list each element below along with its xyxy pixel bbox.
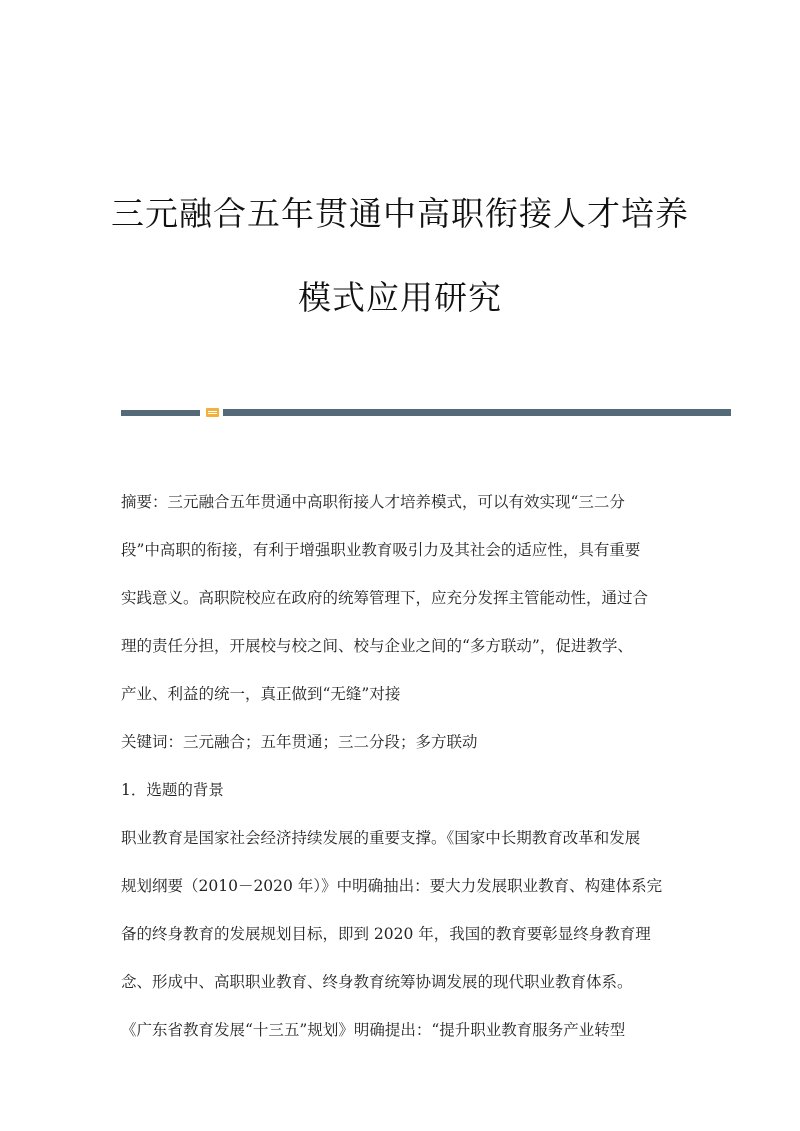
title-divider — [121, 408, 731, 418]
paper-title-line-1: 三元融合五年贯通中高职衔接人才培养 — [111, 194, 689, 233]
abstract-line-4: 理的责任分担，开展校与校之间、校与企业之间的“多方联动”，促进教学、 — [121, 637, 633, 655]
body-line-2: 规划纲要（2010－2020 年）》中明确抽出：要大力发展职业教育、构建体系完 — [121, 877, 663, 895]
section-heading: 1．选题的背景 — [121, 781, 224, 799]
abstract-line-3: 实践意义。高职院校应在政府的统筹管理下，应充分发挥主管能动性，通过合 — [121, 589, 649, 607]
paper-title-line-2: 模式应用研究 — [298, 278, 502, 317]
abstract-line-5: 产业、利益的统一，真正做到“无缝”对接 — [121, 685, 401, 703]
body-line-5: 《广东省教育发展“十三五”规划》明确提出：“提升职业教育服务产业转型 — [121, 1021, 626, 1039]
body-line-3: 备的终身教育的发展规划目标，即到 2020 年，我国的教育要彰显终身教育理 — [121, 925, 651, 943]
body-line-4: 念、形成中、高职职业教育、终身教育统筹协调发展的现代职业教育体系。 — [121, 973, 633, 991]
body-line-1: 职业教育是国家社会经济持续发展的重要支撑。《国家中长期教育改革和发展 — [121, 829, 641, 847]
divider-bar-right — [223, 409, 731, 416]
keywords-line: 关键词：三元融合；五年贯通；三二分段；多方联动 — [121, 733, 478, 751]
abstract-line-2: 段”中高职的衔接，有利于增强职业教育吸引力及其社会的适应性，具有重要 — [121, 541, 641, 559]
divider-bar-left — [121, 410, 200, 416]
abstract-line-1: 摘要：三元融合五年贯通中高职衔接人才培养模式，可以有效实现“三二分 — [121, 493, 625, 511]
document-badge-icon — [206, 408, 219, 417]
